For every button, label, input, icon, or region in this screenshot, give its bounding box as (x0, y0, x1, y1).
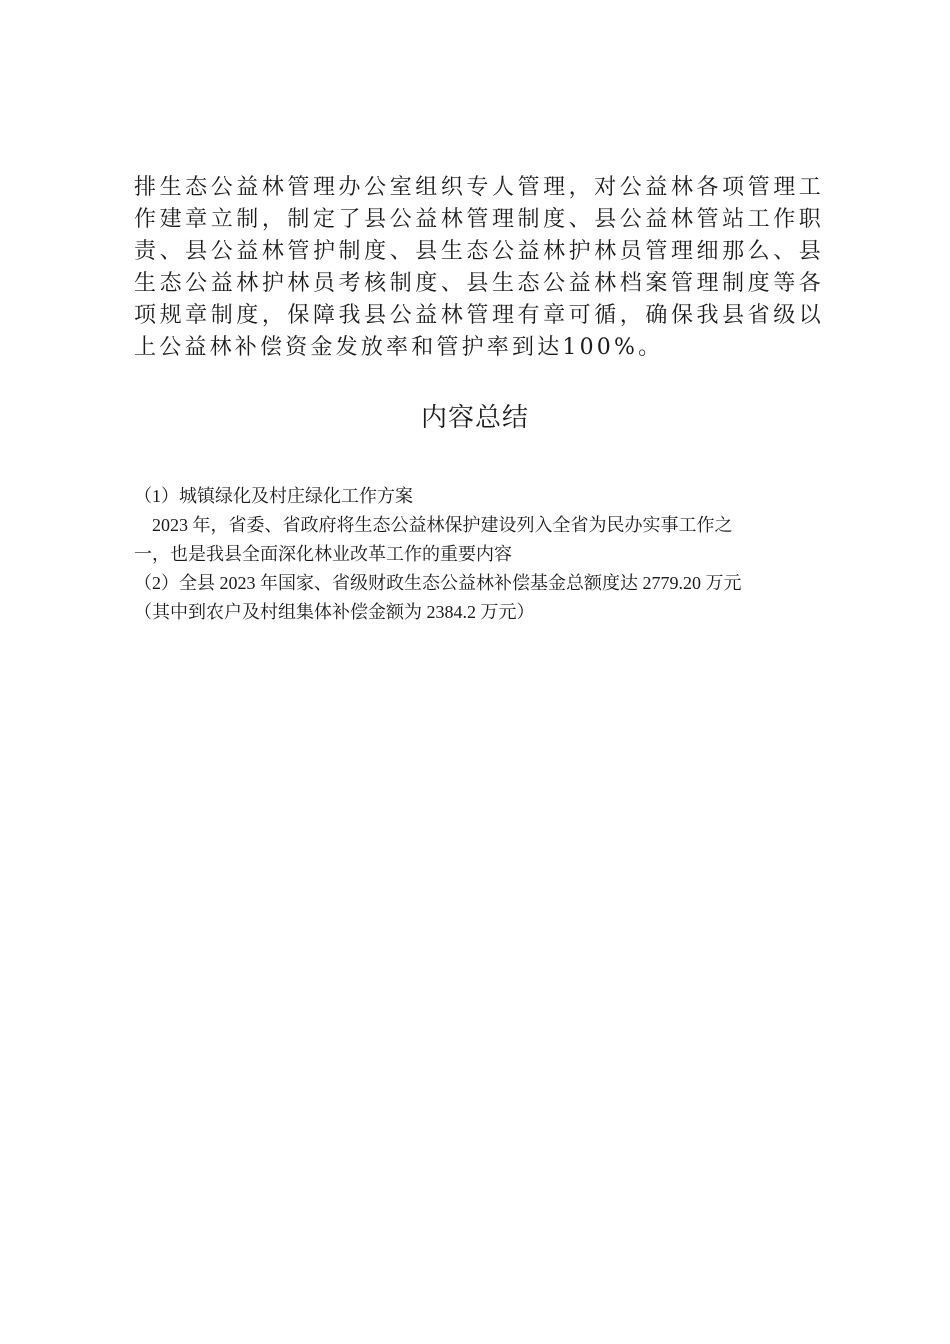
summary-line-3: 一，也是我县全面深化林业改革工作的重要内容 (134, 544, 512, 564)
summary-line-5: （其中到农户及村组集体补偿金额为 2384.2 万元） (134, 602, 535, 622)
body-paragraph: 排生态公益林管理办公室组织专人管理，对公益林各项管理工作建章立制，制定了县公益林管理制度、县公益林管站工作职责、县公益林管护制度、县生态公益林护林员管理细那么、县生态公益林护林员考核制度、县生态公益林档案管理制度等各项规章制度，保障我县公益林管理有章可循，确保我县省级以上公益林补偿资金发放率和管护率到达100%。 (134, 175, 824, 360)
summary-title: 内容总结 (420, 403, 529, 433)
summary-line-1: （1）城镇绿化及村庄绿化工作方案 (134, 486, 413, 506)
summary-line-2: 2023 年，省委、省政府将生态公益林保护建设列入全省为民办实事工作之 (152, 515, 733, 535)
summary-list (134, 482, 834, 627)
summary-line-4: （2）全县 2023 年国家、省级财政生态公益林补偿基金总额度达 2779.20 万元 (134, 573, 742, 593)
